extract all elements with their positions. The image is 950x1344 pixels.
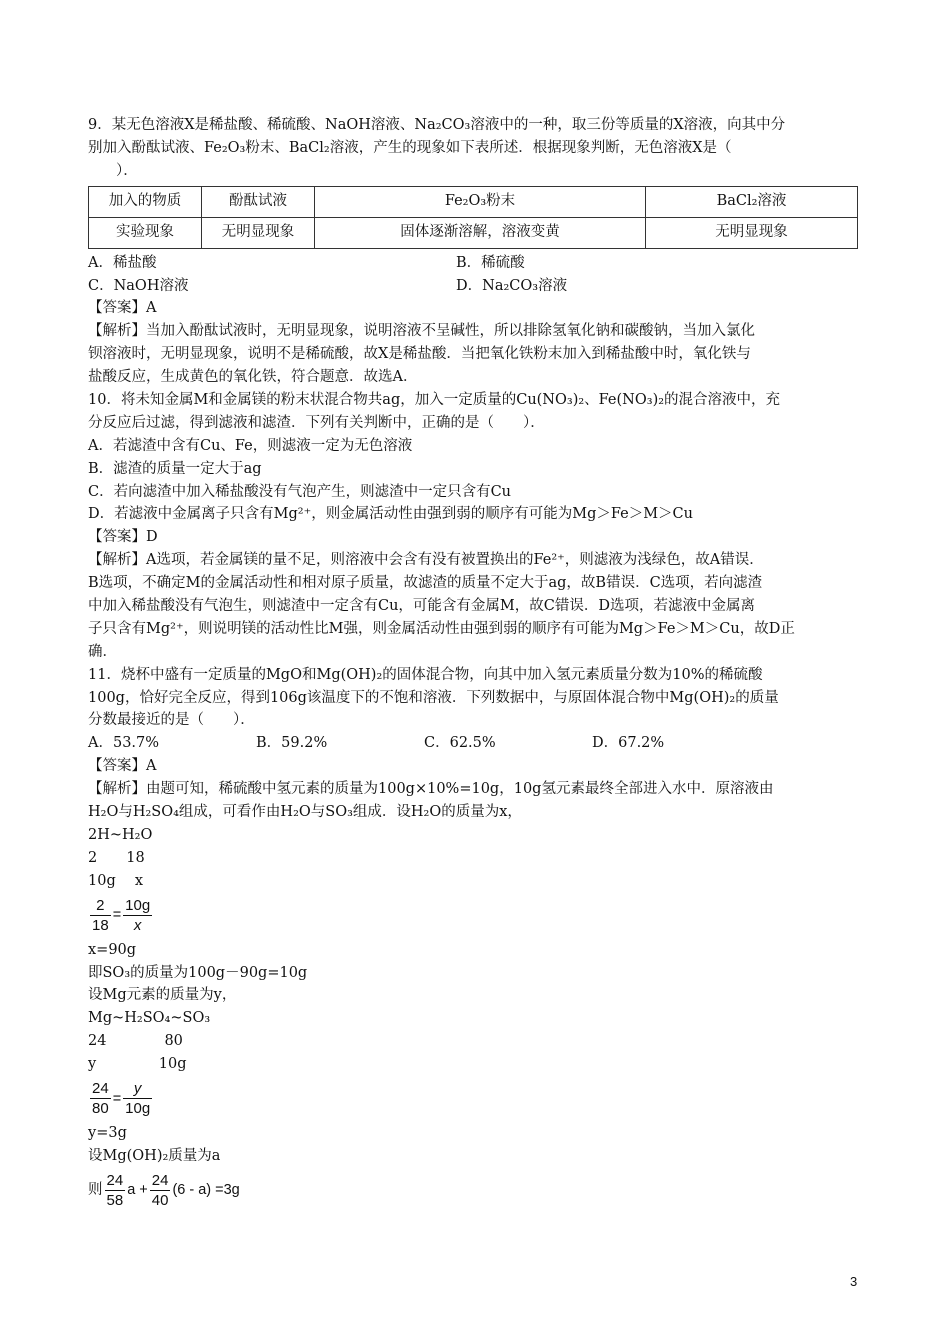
numerator: 24 bbox=[106, 1172, 124, 1190]
q9-answer: 【答案】A bbox=[88, 300, 157, 317]
numerator: 24 bbox=[92, 1080, 109, 1098]
q10-analysis-line-2: B选项，不确定M的金属活动性和相对原子质量，故滤渣的质量不定大于ag，故B错误．C选项，若向滤渣 bbox=[88, 575, 763, 592]
q9-stem-line-3: ）． bbox=[116, 162, 138, 179]
numerator: 2 bbox=[90, 896, 111, 916]
calc-line: Mg~H₂SO₄~SO₃ bbox=[88, 1010, 211, 1027]
table-cell: 固体逐渐溶解，溶液变黄 bbox=[315, 217, 646, 248]
calc-line: 设Mg(OH)₂质量为a bbox=[88, 1147, 221, 1164]
table-cell: BaCl₂溶液 bbox=[646, 186, 858, 217]
equals-sign: = bbox=[112, 907, 122, 924]
numerator: y bbox=[123, 1079, 152, 1099]
table-row bbox=[89, 217, 858, 248]
document-page bbox=[88, 114, 863, 1214]
q11-answer: 【答案】A bbox=[88, 758, 157, 775]
fraction bbox=[90, 1079, 111, 1118]
q11-option-d: D．67.2% bbox=[592, 735, 665, 752]
fraction bbox=[150, 1171, 171, 1210]
calc-line: 设Mg元素的质量为y， bbox=[88, 987, 237, 1004]
calc-line: y 10g bbox=[88, 1056, 187, 1073]
final-equation bbox=[88, 1168, 863, 1214]
calc-line: y=3g bbox=[88, 1124, 127, 1141]
q10-analysis-line-5: 确． bbox=[88, 643, 117, 660]
q10-answer: 【答案】D bbox=[88, 529, 158, 546]
q10-stem-line-1: 10．将未知金属M和金属镁的粉末状混合物共ag，加入一定质量的Cu(NO₃)₂、Fe(NO₃)₂的混合溶液中，充 bbox=[88, 392, 781, 409]
fraction bbox=[123, 1079, 152, 1118]
q9-analysis-line-3: 盐酸反应，生成黄色的氧化铁，符合题意．故选A． bbox=[88, 369, 418, 386]
table-cell: 无明显现象 bbox=[202, 217, 315, 248]
q10-option-a: A．若滤渣中含有Cu、Fe，则滤液一定为无色溶液 bbox=[88, 437, 413, 454]
denominator: 58 bbox=[106, 1192, 124, 1210]
expression-term: a + bbox=[127, 1182, 148, 1199]
fraction bbox=[123, 896, 152, 935]
equals-sign: = bbox=[112, 1090, 122, 1107]
page-number: 3 bbox=[850, 1274, 858, 1289]
q11-stem-line-2: 100g，恰好完全反应，得到106g该温度下的不饱和溶液．下列数据中，与原固体混合物中Mg(OH)₂的质量 bbox=[88, 689, 779, 706]
calc-line: 10g x bbox=[88, 872, 144, 889]
denominator: 80 bbox=[92, 1100, 109, 1118]
denominator: 40 bbox=[151, 1192, 169, 1210]
q10-option-c: C．若向滤渣中加入稀盐酸没有气泡产生，则滤渣中一定只含有Cu bbox=[88, 483, 512, 500]
q11-analysis-line-1: 【解析】由题可知，稀硫酸中氢元素的质量为100g×10%=10g，10g氢元素最终全部进入水中．原溶液由 bbox=[88, 781, 774, 798]
table-cell: 加入的物质 bbox=[89, 186, 202, 217]
q9-option-d: D．Na₂CO₃溶液 bbox=[456, 277, 568, 294]
denominator: x bbox=[133, 917, 142, 935]
table-row bbox=[89, 186, 858, 217]
calc-line: 即SO₃的质量为100g－90g=10g bbox=[88, 964, 308, 981]
fraction bbox=[105, 1171, 126, 1210]
table-cell: 酚酞试液 bbox=[202, 186, 315, 217]
q9-stem-line-1: 9．某无色溶液X是稀盐酸、稀硫酸、NaOH溶液、Na₂CO₃溶液中的一种，取三份等质量的X溶液，向其中分 bbox=[88, 117, 786, 133]
fraction-equation-2 bbox=[88, 1076, 863, 1122]
q10-analysis-line-4: 子只含有Mg²⁺，则说明镁的活动性比M强，则金属活动性由强到弱的顺序有可能为Mg＞Fe＞M＞Cu，故D正 bbox=[88, 620, 795, 637]
denominator: 10g bbox=[125, 1100, 151, 1118]
q11-option-b: B．59.2% bbox=[256, 735, 328, 752]
expression-tail: (6 - a) =3g bbox=[172, 1182, 240, 1199]
q9-analysis-line-2: 钡溶液时，无明显现象，说明不是稀硫酸，故X是稀盐酸．当把氧化铁粉末加入到稀盐酸中时，氧化铁与 bbox=[88, 346, 751, 363]
q10-option-b: B．滤渣的质量一定大于ag bbox=[88, 460, 262, 477]
final-prefix: 则 bbox=[88, 1182, 103, 1199]
calc-line: 2H~H₂O bbox=[88, 826, 153, 843]
table-cell: 实验现象 bbox=[89, 217, 202, 248]
q10-stem-line-2: 分反应后过滤，得到滤液和滤渣．下列有关判断中，正确的是（ ）． bbox=[88, 414, 545, 431]
q9-options-row-1 bbox=[88, 252, 863, 275]
q9-option-b: B．稀硫酸 bbox=[456, 254, 525, 271]
q9-analysis-line-1: 【解析】当加入酚酞试液时，无明显现象，说明溶液不呈碱性，所以排除氢氧化钠和碳酸钠，当加入氯化 bbox=[88, 323, 755, 340]
table-cell: 无明显现象 bbox=[646, 217, 858, 248]
q11-option-c: C．62.5% bbox=[424, 735, 496, 752]
numerator: 10g bbox=[125, 897, 151, 915]
q9-table bbox=[88, 186, 858, 249]
q10-option-d: D．若滤液中金属离子只含有Mg²⁺，则金属活动性由强到弱的顺序有可能为Mg＞Fe＞M＞Cu bbox=[88, 506, 693, 523]
q11-analysis-line-2: H₂O与H₂SO₄组成，可看作由H₂O与SO₃组成．设H₂O的质量为x， bbox=[88, 804, 522, 821]
numerator: 24 bbox=[151, 1172, 169, 1190]
fraction-equation-1 bbox=[88, 893, 863, 939]
calc-line: x=90g bbox=[88, 941, 137, 958]
q10-analysis-line-1: 【解析】A选项，若金属镁的量不足，则溶液中会含有没有被置换出的Fe²⁺，则滤液为浅绿色，故A错误． bbox=[88, 552, 764, 569]
calc-line: 24 80 bbox=[88, 1033, 183, 1050]
q11-stem-line-3: 分数最接近的是（ ）． bbox=[88, 712, 255, 729]
q11-stem-line-1: 11．烧杯中盛有一定质量的MgO和Mg(OH)₂的固体混合物，向其中加入氢元素质量分数为10%的稀硫酸 bbox=[88, 666, 763, 683]
q9-options-row-2 bbox=[88, 275, 863, 298]
q9-option-a: A．稀盐酸 bbox=[88, 254, 157, 271]
q9-option-c: C．NaOH溶液 bbox=[88, 277, 189, 294]
q10-analysis-line-3: 中加入稀盐酸没有气泡生，则滤渣中一定含有Cu，可能含有金属M，故C错误．D选项，若滤液中金属离 bbox=[88, 598, 755, 615]
denominator: 18 bbox=[92, 917, 109, 935]
q11-options-row bbox=[88, 732, 863, 755]
calc-line: 2 18 bbox=[88, 849, 145, 866]
q9-stem-line-2: 别加入酚酞试液、Fe₂O₃粉末、BaCl₂溶液，产生的现象如下表所述．根据现象判断，无色溶液X是（ bbox=[88, 139, 732, 156]
q11-option-a: A．53.7% bbox=[88, 735, 160, 752]
table-cell: Fe₂O₃粉末 bbox=[315, 186, 646, 217]
fraction bbox=[90, 896, 111, 935]
